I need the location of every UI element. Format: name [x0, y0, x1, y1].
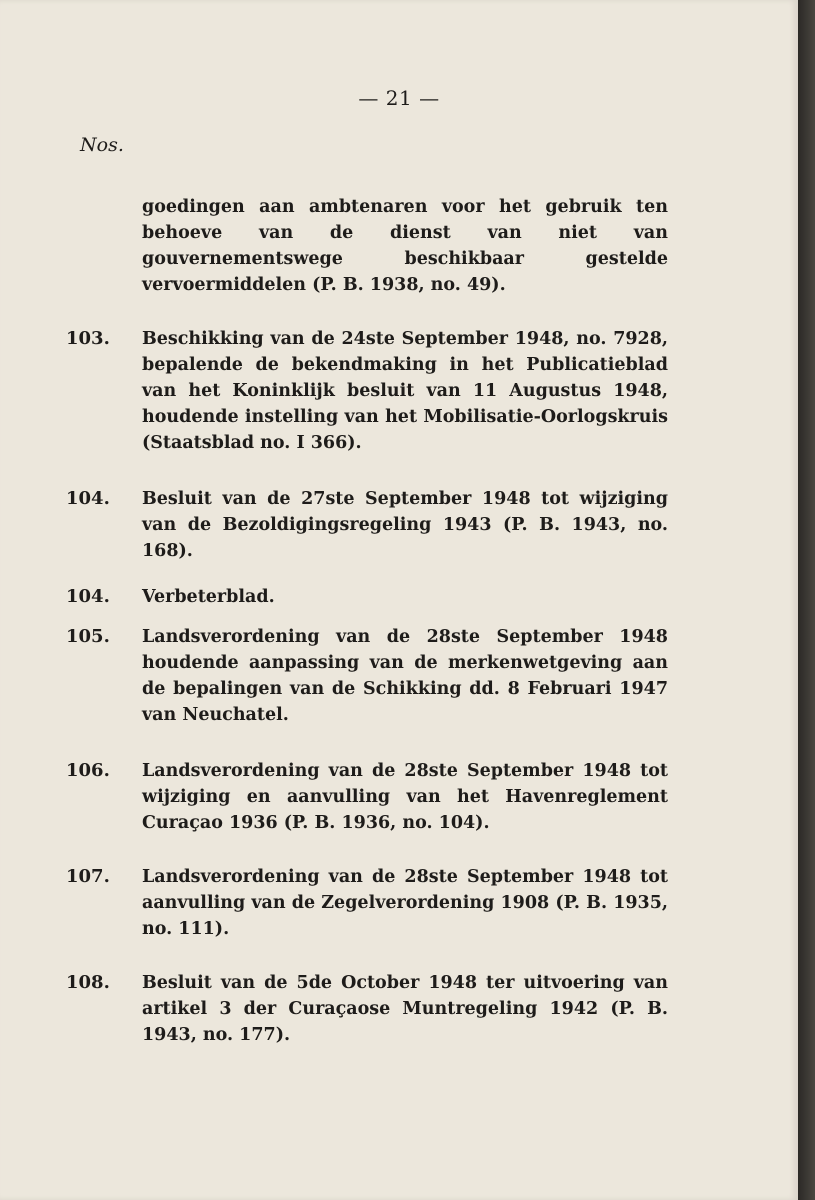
entry-number: 107. — [66, 866, 110, 887]
entry-number: 103. — [66, 328, 110, 349]
entry-text: Landsverordening van de 28ste September 1948 houdende aanpassing van de merkenwetgeving aan de bepalingen van de Schikking dd. 8 Februari 1947 van Neuchatel. — [142, 627, 668, 725]
entry-number: 106. — [66, 760, 110, 781]
entry-text: Beschikking van de 24ste September 1948, no. 7928, bepalende de bekendmaking in het Publicatieblad van het Koninklijk besluit van 11 Augustus 1948, houdende instelling van het Mobilisatie-Oorlogskruis (Staatsblad no. I 366). — [142, 329, 668, 453]
entry-text: Verbeterblad. — [142, 587, 275, 607]
nos-column-label: Nos. — [80, 134, 124, 156]
entry-text: Landsverordening van de 28ste September 1948 tot wijziging en aanvulling van het Havenreglement Curaçao 1936 (P. B. 1936, no. 104). — [142, 761, 668, 833]
page-number: — 21 — — [358, 86, 440, 110]
entry-number: 105. — [66, 626, 110, 647]
entry-text: goedingen aan ambtenaren voor het gebruik ten behoeve van de dienst van niet van gouvernementswege beschikbaar gestelde vervoermiddelen (P. B. 1938, no. 49). — [142, 197, 668, 295]
entry-text: Landsverordening van de 28ste September 1948 tot aanvulling van de Zegelverordening 1908 (P. B. 1935, no. 111). — [142, 867, 668, 939]
entry-number: 108. — [66, 972, 110, 993]
entry-number: 104. — [66, 586, 110, 607]
entry-number: 104. — [66, 488, 110, 509]
page-edge-shadow — [798, 0, 815, 1200]
entry-text: Besluit van de 27ste September 1948 tot wijziging van de Bezoldigingsregeling 1943 (P. B. 1943, no. 168). — [142, 489, 668, 561]
entry-text: Besluit van de 5de October 1948 ter uitvoering van artikel 3 der Curaçaose Muntregeling 1942 (P. B. 1943, no. 177). — [142, 973, 668, 1045]
